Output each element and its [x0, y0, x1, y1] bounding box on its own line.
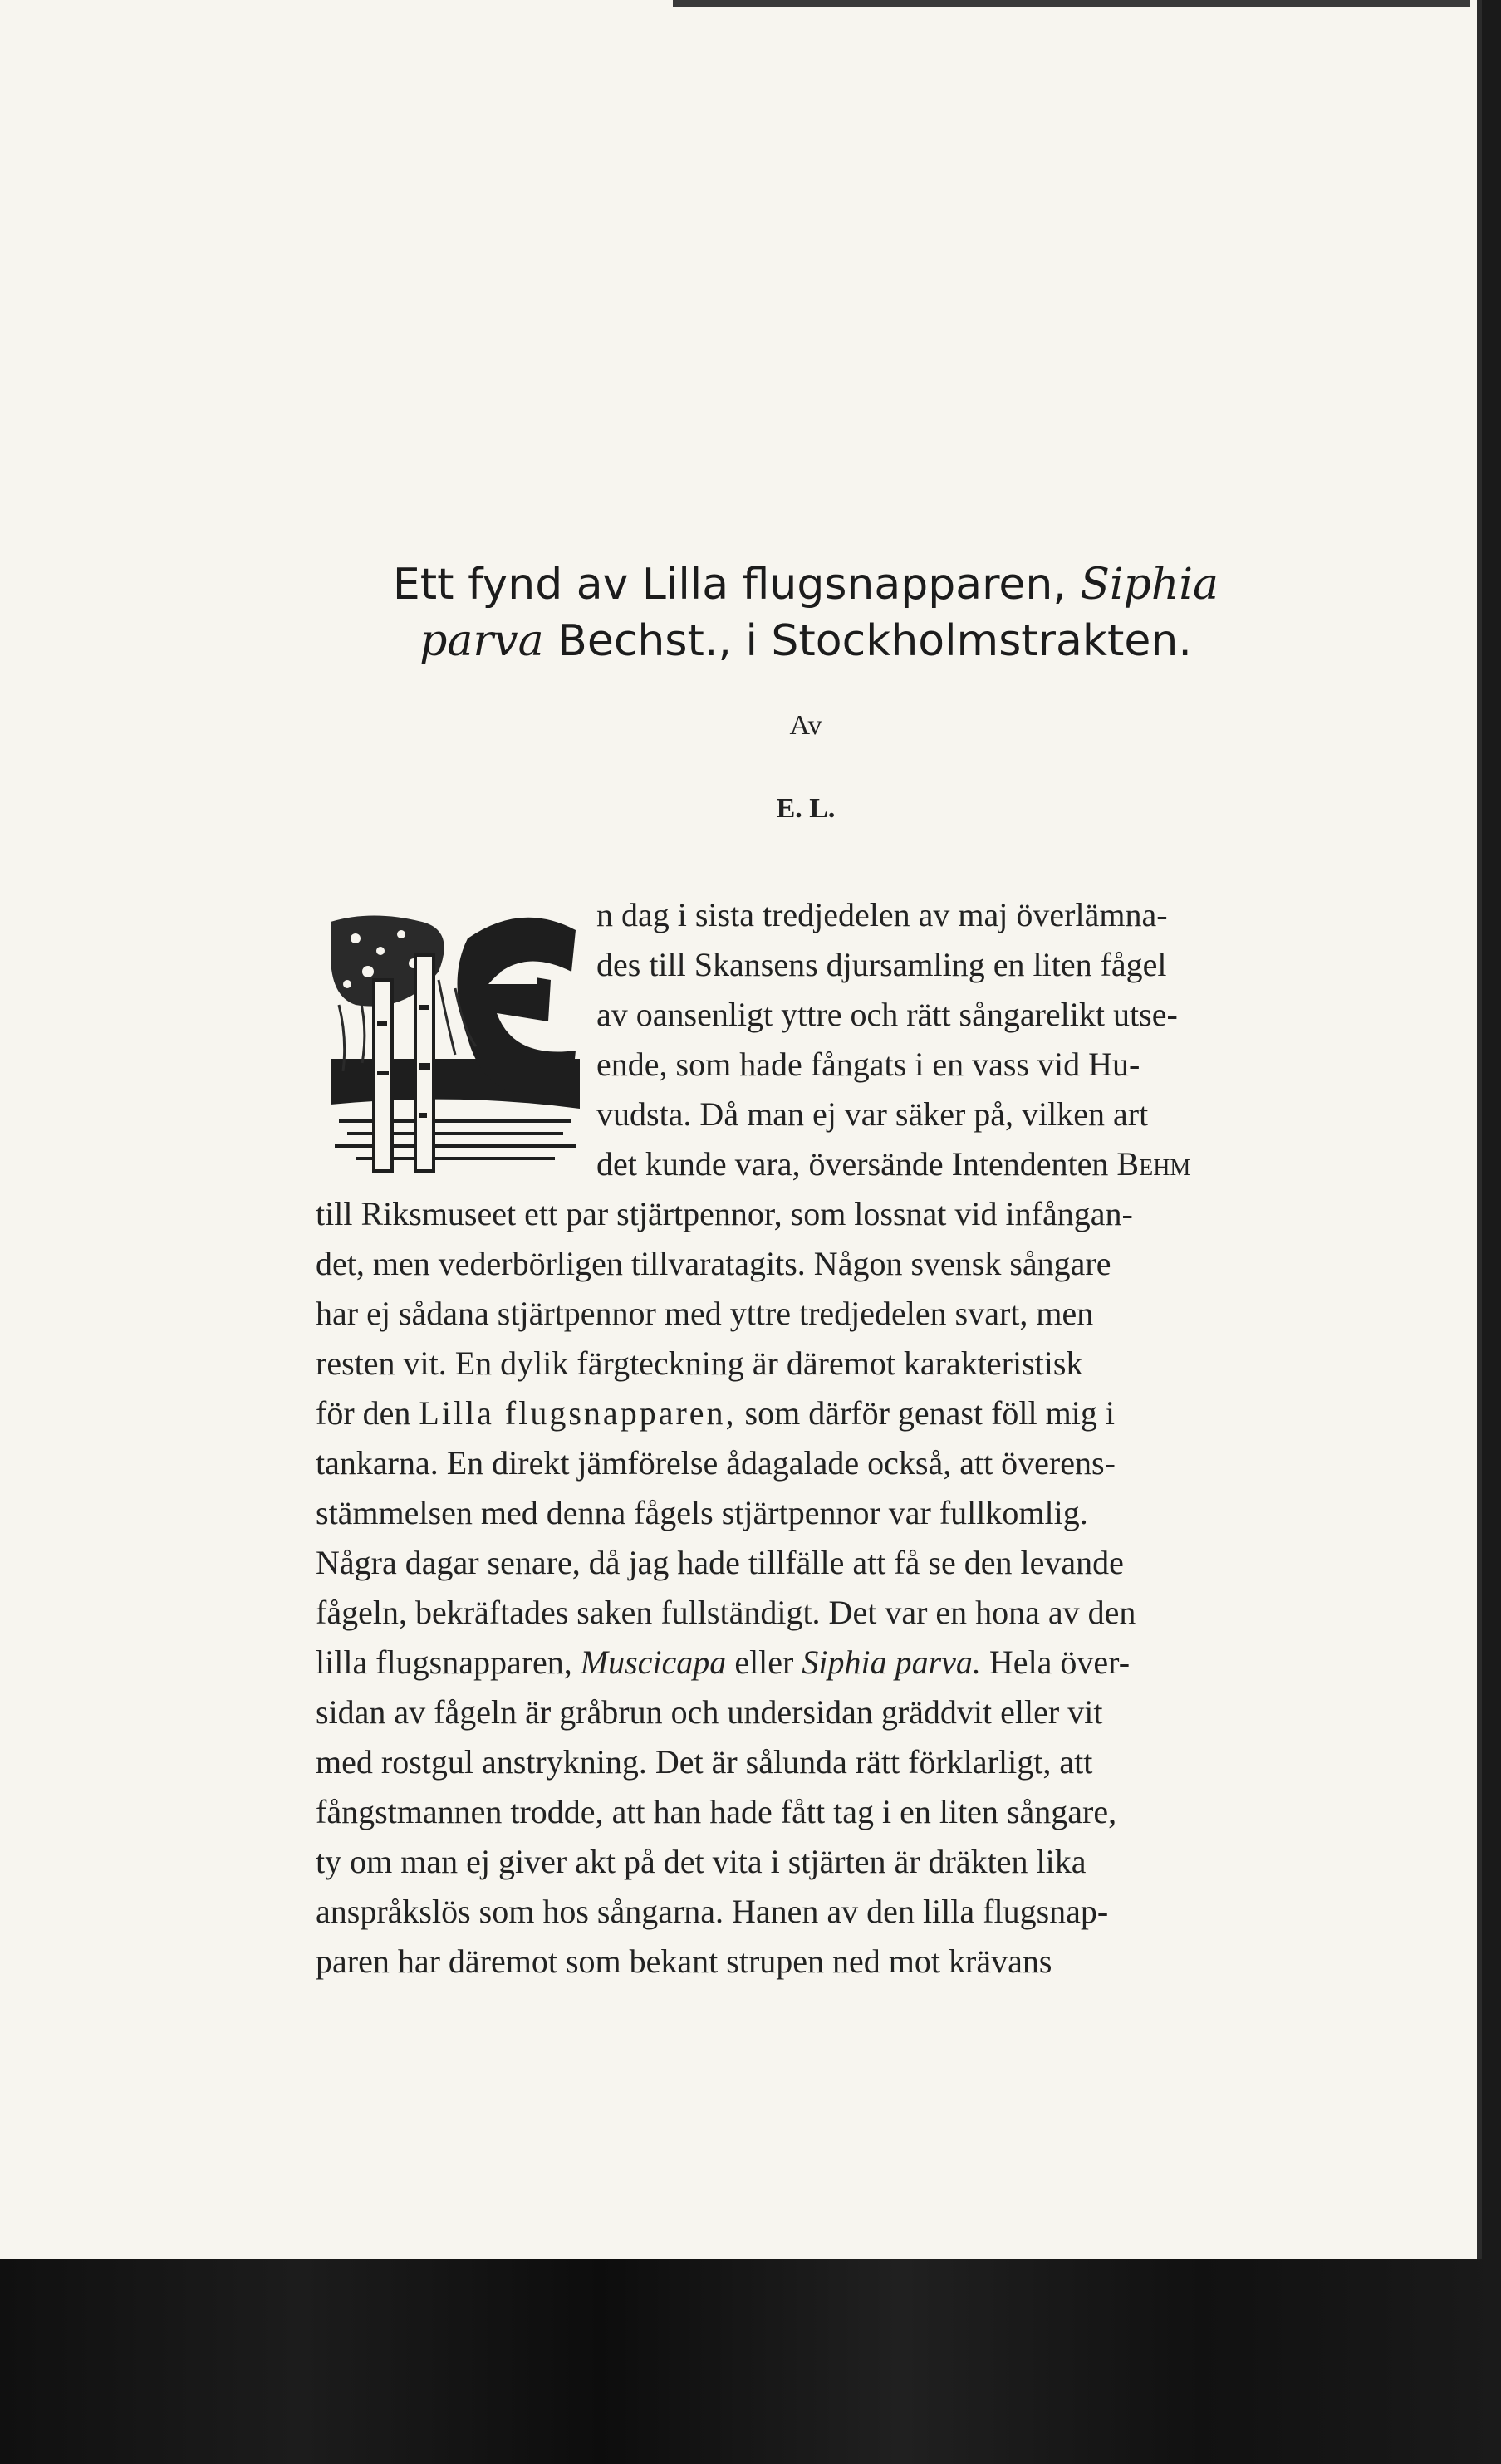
- text-line-17: sidan av fågeln är gråbrun och undersidan gräddvit eller vit: [316, 1693, 1103, 1731]
- text-line-9: har ej sådana stjärtpennor med yttre tredjedelen svart, men: [316, 1295, 1094, 1332]
- spaced-species-name: Lilla flugsnapparen,: [419, 1394, 737, 1432]
- title-part-2: Bechst., i Stockholmstrakten.: [557, 616, 1192, 666]
- text-line-15: fågeln, bekräftades saken fullständigt. Det var en hona av den: [316, 1594, 1136, 1631]
- text-line-21: anspråkslös som hos sångarna. Hanen av den lilla flugsnap-: [316, 1893, 1109, 1930]
- text-line-8: det, men vederbörligen tillvaratagits. Någon svensk sångare: [316, 1245, 1111, 1282]
- text-line-6: det kunde vara, översände Intendenten Behm: [596, 1145, 1191, 1183]
- scan-edge-strip: [0, 2259, 1501, 2464]
- decorative-initial-e-illustration: [322, 905, 588, 1179]
- text-line-10: resten vit. En dylik färgteckning är däremot karakteristisk: [316, 1345, 1083, 1382]
- species-siphia-parva: Siphia parva.: [802, 1643, 981, 1681]
- text-line-13: stämmelsen med denna fågels stjärtpennor var fullkomlig.: [316, 1494, 1088, 1531]
- text-line-7: till Riksmuseet ett par stjärtpennor, som lossnat vid infångan-: [316, 1195, 1133, 1232]
- text-line-5: vudsta. Då man ej var säker på, vilken art: [596, 1095, 1149, 1133]
- text-line-11: för den Lilla flugsnapparen, som därför genast föll mig i: [316, 1394, 1115, 1432]
- text-line-3: av oansenligt yttre och rätt sångarelikt utse-: [596, 996, 1178, 1033]
- byline-av: Av: [789, 710, 822, 741]
- article-title: [274, 556, 1337, 669]
- title-species: parva: [419, 616, 544, 666]
- title-genus: Siphia: [1080, 560, 1219, 610]
- text-line-12: tankarna. En direkt jämförelse ådagalade också, att överens-: [316, 1444, 1116, 1482]
- byline-author: E. L.: [776, 793, 836, 824]
- text-line-2: des till Skansens djursamling en liten fågel: [596, 946, 1167, 983]
- text-line-16: lilla flugsnapparen, Muscicapa eller Siphia parva. Hela över-: [316, 1643, 1131, 1681]
- text-line-22: paren har däremot som bekant strupen ned mot krävans: [316, 1942, 1052, 1980]
- text-line-20: ty om man ej giver akt på det vita i stjärten är dräkten lika: [316, 1843, 1087, 1880]
- title-part-1: Ett fynd av Lilla flugsnapparen,: [392, 560, 1067, 610]
- genus-muscicapa: Muscicapa: [580, 1643, 727, 1681]
- text-line-18: med rostgul anstrykning. Det är sålunda rätt förklarligt, att: [316, 1743, 1093, 1781]
- text-line-14: Några dagar senare, då jag hade tillfälle att få se den levande: [316, 1544, 1124, 1581]
- text-line-1: n dag i sista tredjedelen av maj överlämna-: [596, 896, 1168, 933]
- text-line-4: ende, som hade fångats i en vass vid Hu-: [596, 1046, 1140, 1083]
- text-line-19: fångstmannen trodde, att han hade fått tag i en liten sångare,: [316, 1793, 1117, 1830]
- name-behm: Behm: [1116, 1145, 1191, 1183]
